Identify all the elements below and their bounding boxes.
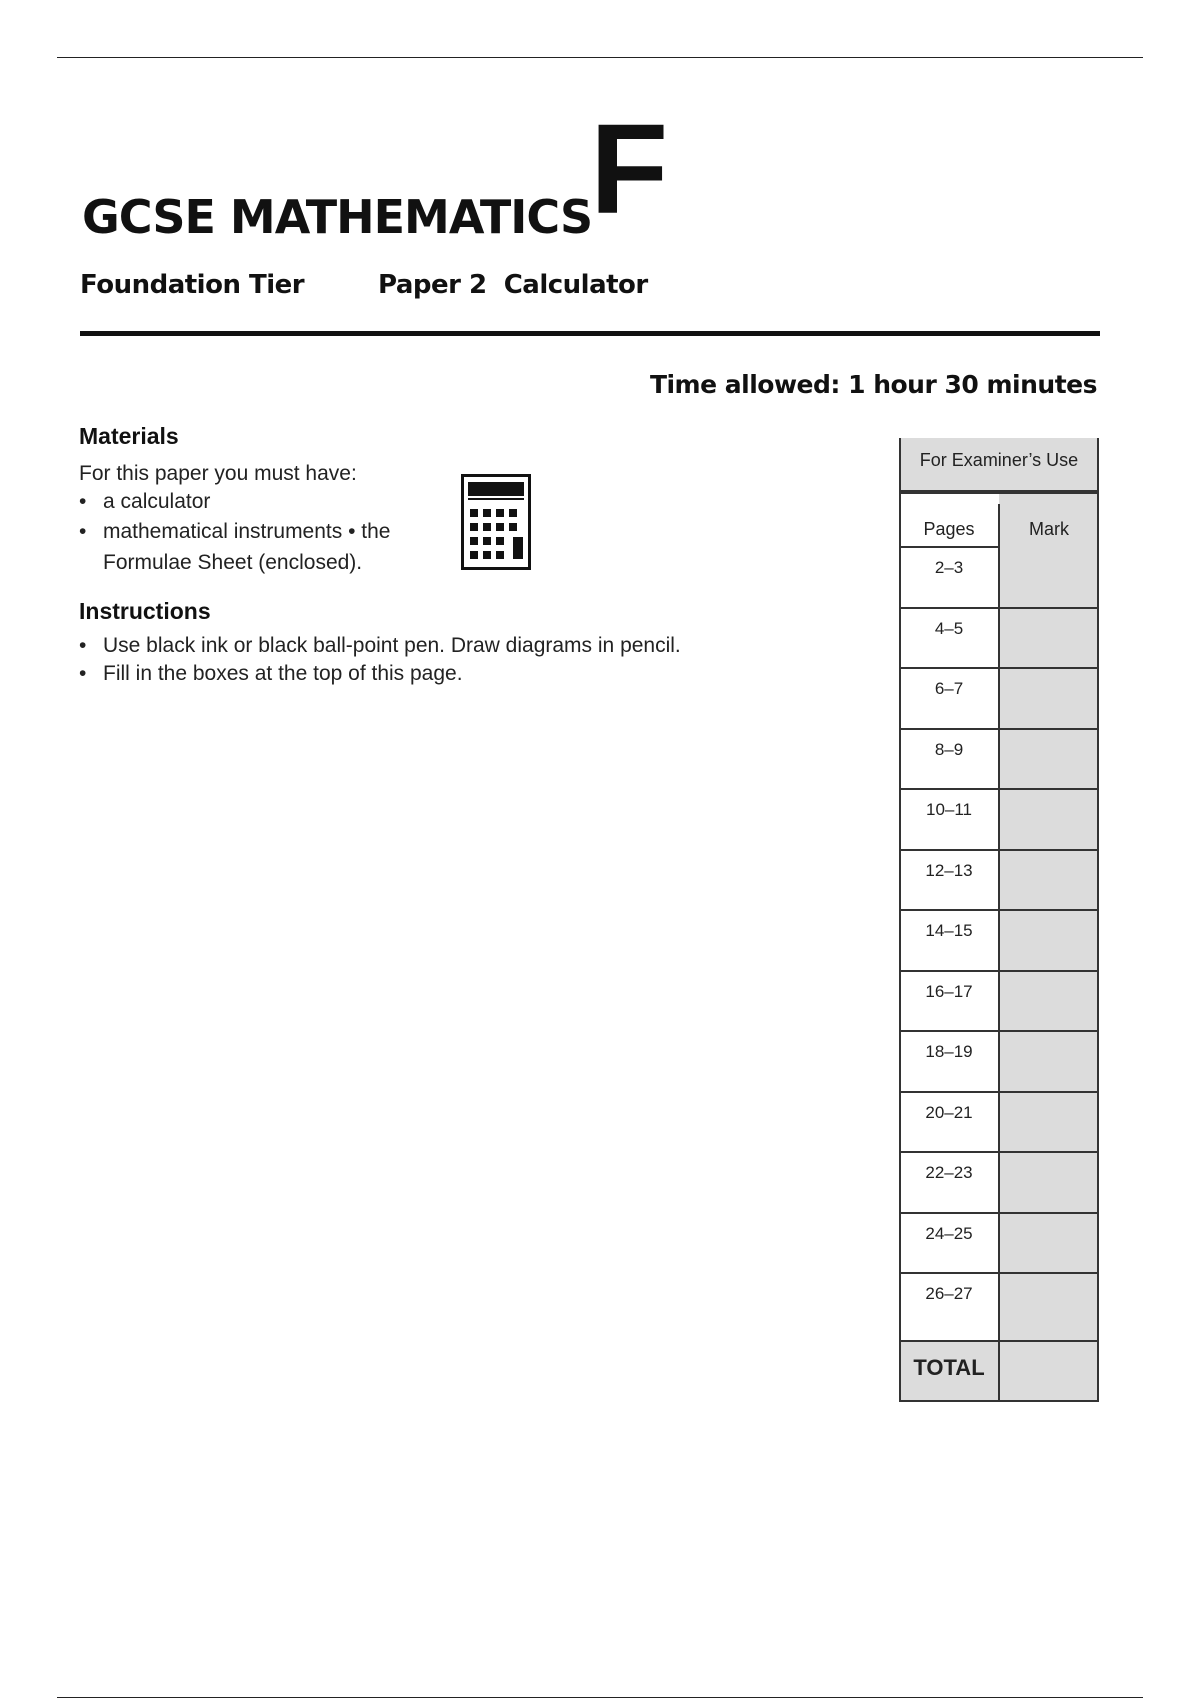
pages-row-label: 24–25: [925, 1223, 973, 1243]
materials-item: Formulae Sheet (enclosed).: [103, 551, 363, 574]
total-label: TOTAL: [913, 1355, 985, 1380]
table-border: [1097, 438, 1099, 1402]
row-border: [899, 728, 1099, 730]
paper-label: Paper 2 Calculator: [378, 270, 648, 300]
row-border: [899, 1151, 1099, 1153]
row-border: [899, 546, 999, 548]
materials-item: a calculator: [103, 490, 211, 513]
pages-row-label: 22–23: [925, 1163, 973, 1182]
materials-intro: For this paper you must have:: [79, 462, 357, 485]
mark-header: Mark: [1029, 519, 1069, 539]
calculator-icon: [461, 474, 531, 570]
row-border: [899, 970, 1099, 972]
pages-row-label: 14–15: [925, 921, 973, 940]
instruction-item: Fill in the boxes at the top of this page.: [103, 662, 463, 685]
row-border: [899, 849, 1099, 851]
pages-row-label: 20–21: [925, 1102, 973, 1122]
pages-row-label: 8–9: [934, 739, 964, 759]
pages-row-label: 10–11: [925, 800, 972, 819]
examiner-heading-text: For Examiner’s Use: [919, 450, 1079, 470]
top-rule: [57, 57, 1143, 58]
instructions-heading: Instructions: [79, 598, 211, 624]
row-border: [899, 667, 1099, 669]
row-border: [899, 788, 1099, 790]
tier-label: Foundation Tier: [80, 270, 305, 300]
pages-row-label: 2–3: [934, 558, 964, 577]
bullet: •: [79, 662, 87, 685]
row-border: [899, 607, 1099, 609]
exam-title: GCSE MATHEMATICS: [82, 190, 593, 244]
pages-row-label: 18–19: [925, 1042, 973, 1061]
time-allowed: Time allowed: 1 hour 30 minutes: [649, 370, 1097, 399]
row-border: [899, 1212, 1099, 1214]
instruction-item: Use black ink or black ball-point pen. Draw diagrams in pencil.: [103, 634, 681, 657]
row-border: [899, 1030, 1099, 1032]
row-border: [899, 1272, 1099, 1274]
row-border: [899, 909, 1099, 911]
tier-letter: F: [590, 98, 669, 241]
pages-row-label: 16–17: [925, 981, 973, 1001]
bullet: •: [79, 634, 87, 657]
column-divider: [998, 504, 1000, 1402]
mark-column: [999, 494, 1097, 1402]
examiner-table-heading: [899, 438, 1099, 492]
pages-row-label: 12–13: [925, 860, 973, 880]
table-border: [899, 438, 901, 1402]
header-divider: [899, 492, 1099, 494]
pages-header: Pages: [923, 519, 975, 539]
pages-row-label: 26–27: [925, 1284, 973, 1303]
materials-heading: Materials: [79, 423, 179, 449]
header-rule: [80, 331, 1100, 336]
materials-item: mathematical instruments • the: [103, 520, 391, 543]
pages-row-label: 4–5: [934, 618, 964, 638]
row-border: [899, 1091, 1099, 1093]
examiner-table: [899, 438, 1099, 1402]
bottom-rule: [57, 1697, 1143, 1698]
bullet: •: [79, 490, 87, 513]
bullet: •: [79, 520, 87, 543]
pages-row-label: 6–7: [934, 679, 964, 698]
